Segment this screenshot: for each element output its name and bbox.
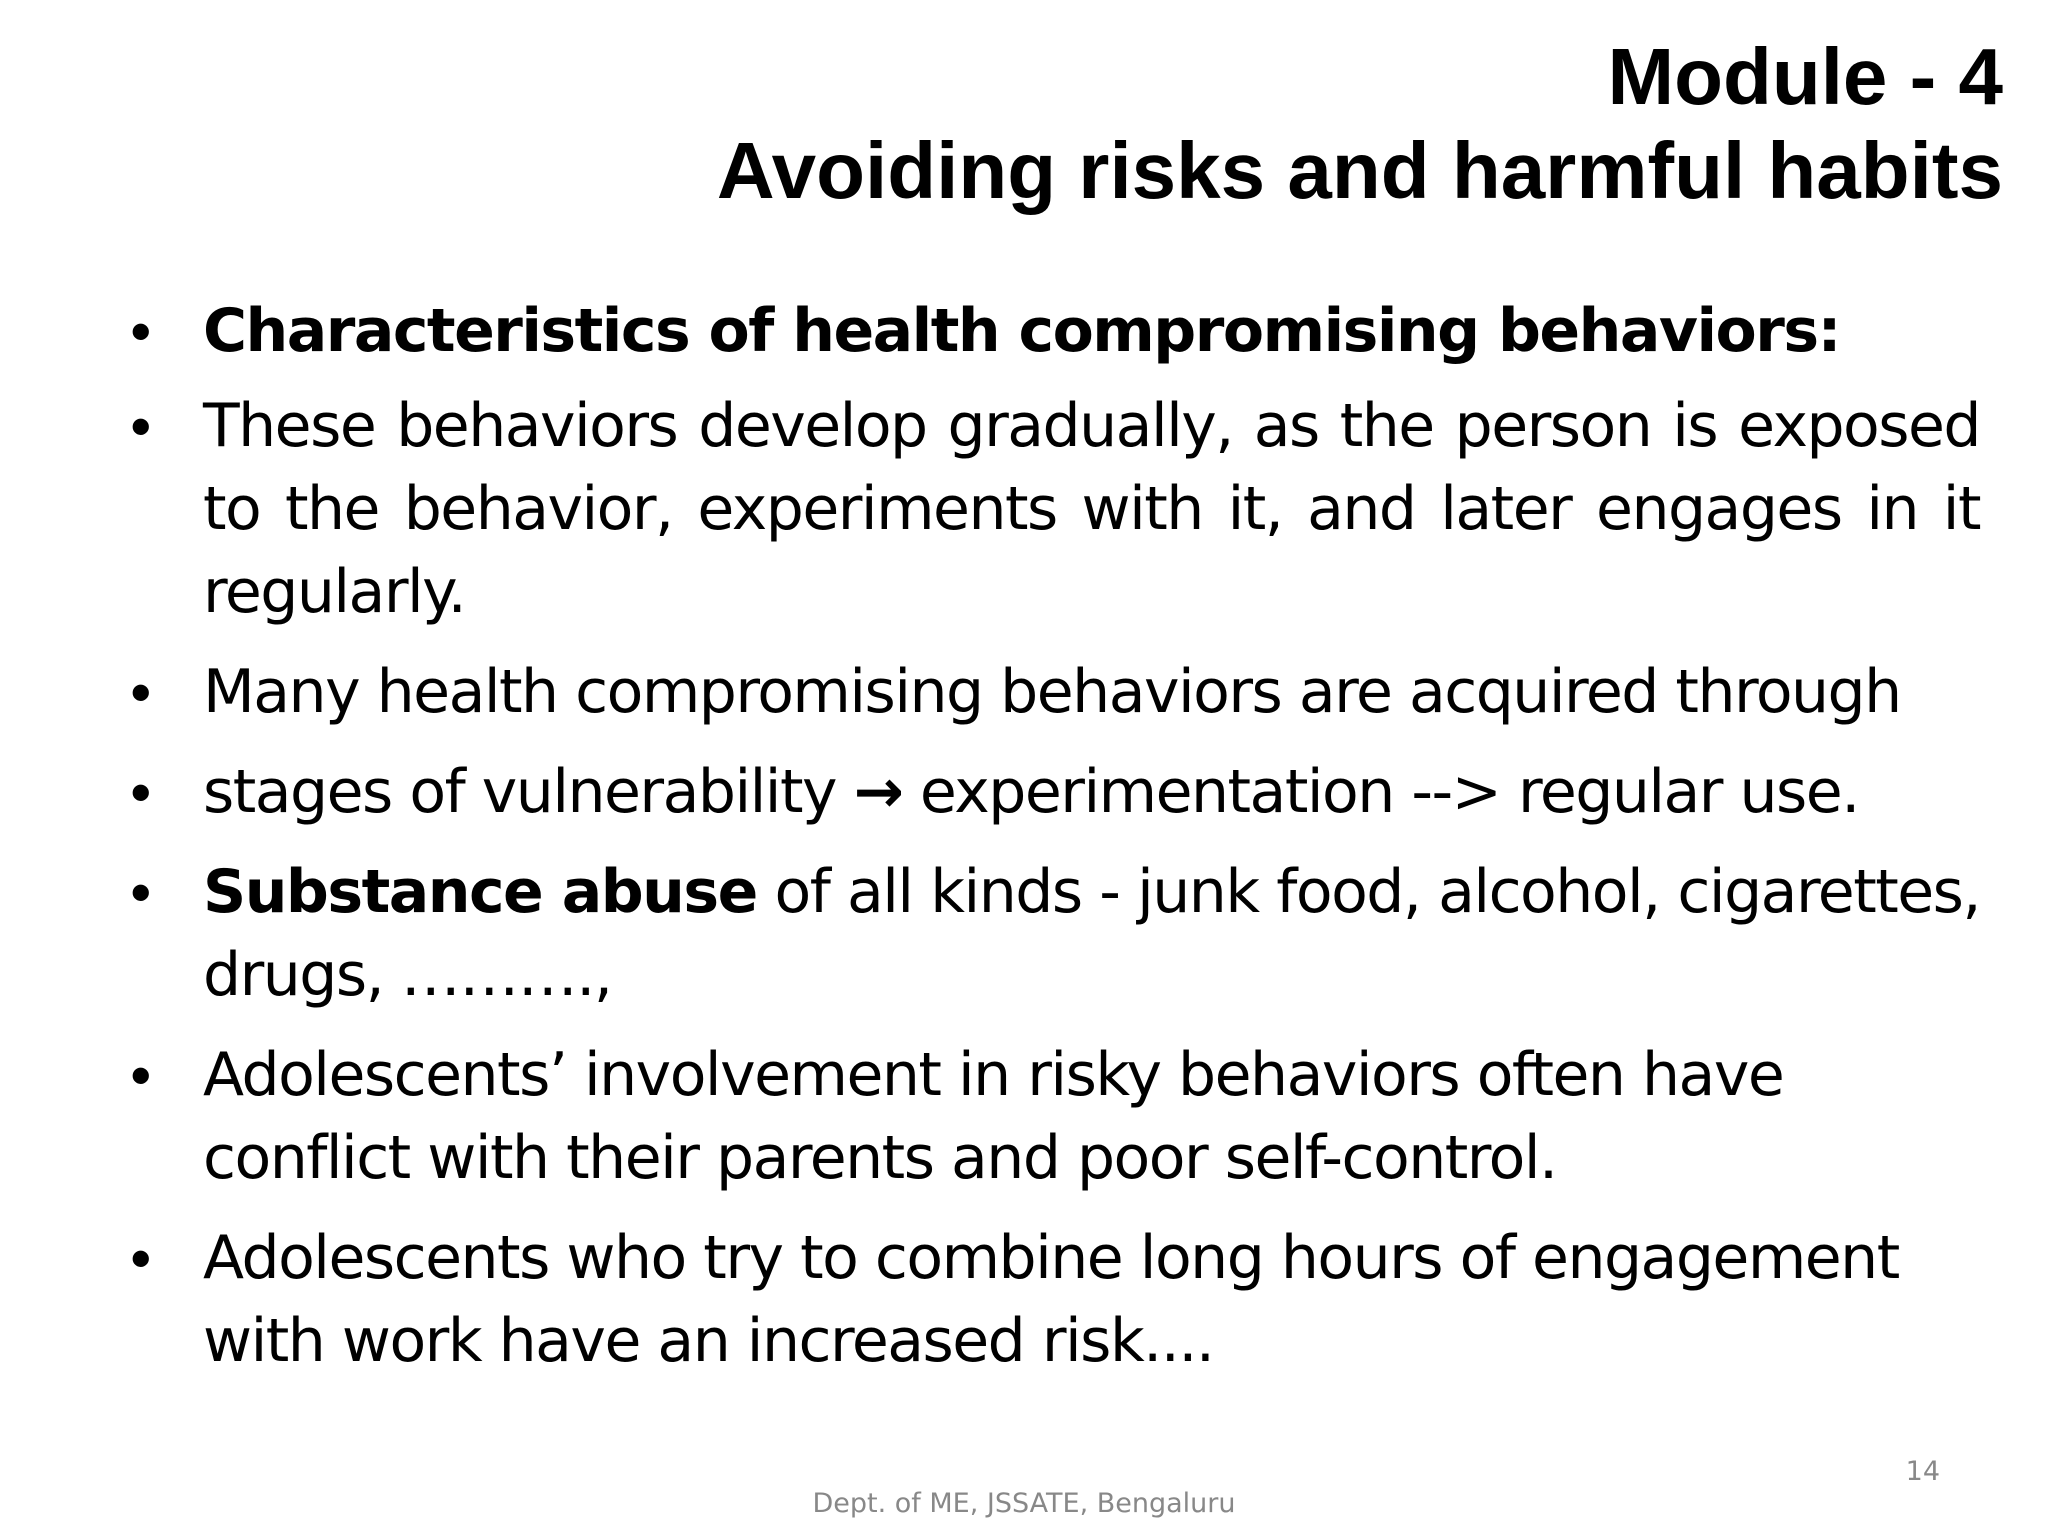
bullet-text: Many health compromising behaviors are acquired through [203, 657, 1901, 727]
substance-abuse-label: Substance abuse [203, 857, 757, 927]
bullet-icon: • [130, 659, 150, 726]
bullet-icon: • [130, 1042, 150, 1109]
title-line-1: Module - 4 [1607, 32, 2003, 121]
slide-title [503, 30, 2003, 218]
bullet-heading-text: Characteristics of health compromising behaviors: [203, 296, 1841, 366]
footer-text: Dept. of ME, JSSATE, Bengaluru [812, 1488, 1236, 1519]
bullet-text: Adolescents’ involvement in risky behaviors often have conflict with their parents and poor self-control. [203, 1040, 1784, 1193]
bullet-item [120, 851, 1980, 1017]
right-arrow-icon: → [853, 757, 903, 827]
bullet-item [120, 1034, 1980, 1200]
bullet-icon: • [130, 859, 150, 926]
bullet-text: These behaviors develop gradually, as the person is exposed to the behavior, experiments with it, and later engages in it regularly. [203, 391, 1980, 627]
bullet-text [203, 851, 1980, 1017]
bullet-icon: • [130, 393, 150, 460]
bullet-icon: • [130, 1225, 150, 1292]
bullet-icon: • [130, 759, 150, 826]
substance-abuse-rest: of all kinds - junk food, alcohol, cigarettes, drugs, ………., [203, 857, 1980, 1010]
title-line-2: Avoiding risks and harmful habits [716, 126, 2003, 215]
bullet-list [120, 290, 1980, 1400]
bullet-item [120, 751, 1980, 834]
page-number: 14 [1905, 1456, 1940, 1487]
bullet-item [120, 1217, 1980, 1383]
stage-text-after: experimentation --> regular use. [902, 757, 1859, 827]
bullet-icon: • [130, 298, 150, 365]
stage-text-before: stages of vulnerability [203, 757, 854, 827]
bullet-item [120, 651, 1980, 734]
bullet-item [120, 290, 1980, 373]
bullet-item [120, 385, 1980, 634]
bullet-text [203, 751, 1980, 834]
bullet-text: Adolescents who try to combine long hours of engagement with work have an increased risk.... [203, 1223, 1899, 1376]
